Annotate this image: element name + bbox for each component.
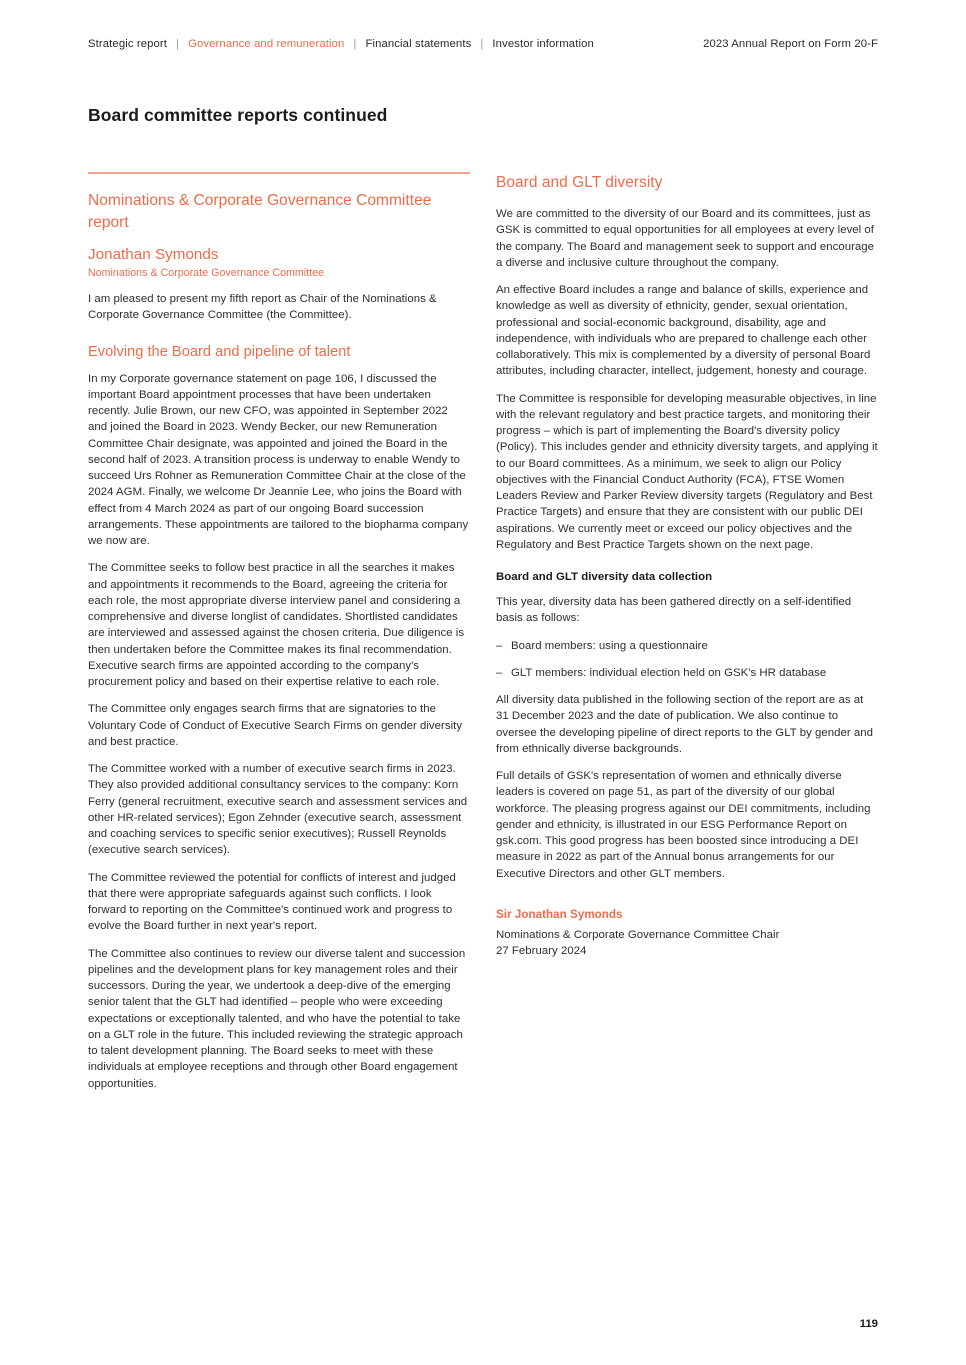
list-item: – GLT members: individual election held on GSK's HR database <box>496 665 878 681</box>
data-collection-heading: Board and GLT diversity data collection <box>496 571 713 583</box>
right-paragraph: Full details of GSK's representation of women and ethnically diverse leaders is covered on page 51, as part of the diversity of our global workforce. The pleasing progress against our DEI commitments, including gender and ethnicity, is illustrated in our ESG Performance Report on gsk.com. This good progress has been boosted since introducing a DEI measure in 2022 as part of the Annual bonus arrangements for our Executive Directors and other GLT members. <box>496 770 871 880</box>
left-paragraph: The Committee reviewed the potential for conflicts of interest and judged that there were appropriate safeguards against such conflicts. I look forward to reporting on the Committee's continued work and progress to evolve the Board further in next year's report. <box>88 871 456 933</box>
left-subheading-evolving-board: Evolving the Board and pipeline of talent <box>88 343 351 360</box>
right-column <box>496 172 878 1092</box>
nav-item-strategic-report[interactable]: Strategic report <box>88 38 168 50</box>
signoff-date: 27 February 2024 <box>496 944 587 957</box>
left-paragraph: The Committee also continues to review our diverse talent and succession pipelines and the development plans for key management roles and their successors. During the year, we undertook a deep-dive of the emerging senior talent that the GLT had identified – people who were exceeding expectations or exceptionally talented, and who have the potential to take on a GLT role in the future. This included reviewing the strategic approach to talent development planning. The Board seeks to meet with these individuals at employee receptions and through other Board engagement opportunities. <box>88 947 466 1090</box>
data-collection-list <box>496 638 878 682</box>
signoff-role: Nominations & Corporate Governance Committee Chair <box>496 928 780 941</box>
content-columns <box>88 172 878 1092</box>
section-nav <box>88 38 703 50</box>
left-intro-paragraph: I am pleased to present my fifth report as Chair of the Nominations & Corporate Governance Committee (the Committee). <box>88 293 437 322</box>
page-number: 119 <box>859 1318 878 1330</box>
nav-separator: | <box>480 38 484 50</box>
page-title: Board committee reports continued <box>88 105 388 125</box>
left-paragraph: The Committee only engages search firms that are signatories to the Voluntary Code of Conduct of Executive Search Firms on gender diversity and best practice. <box>88 703 463 748</box>
nav-item-governance-and-remuneration[interactable]: Governance and remuneration <box>188 38 345 50</box>
right-paragraph: An effective Board includes a range and balance of skills, experience and knowledge as well as diversity of ethnicity, gender, sexual orientation, professional and social-economic background, disability, age and independence, with individuals who are prepared to challenge each other collaboratively. This mix is complemented by a diversity of personal Board attributes, including character, intellect, judgement, honesty and courage. <box>496 284 871 378</box>
signature-block <box>496 908 878 959</box>
right-paragraph: We are committed to the diversity of our Board and its committees, just as GSK is committed to equal opportunities for all employees at every level of the company. The Board and management seek to support and encourage a diverse and inclusive culture throughout the company. <box>496 208 875 269</box>
running-header <box>88 38 878 50</box>
left-column <box>88 172 470 1092</box>
left-paragraph: The Committee seeks to follow best practice in all the searches it makes and appointments it recommends to the Board, agreeing the criteria for each role, the most appropriate diverse interview panel and considering a comprehensive and diverse longlist of candidates. Shortlisted candidates are interviewed and assessed against the chosen criteria. Due diligence is then undertaken before the Committee makes its final recommendation. Executive search firms are appointed according to the company's procurement policy and based on their expertise relative to each role. <box>88 562 465 688</box>
data-collection-intro: This year, diversity data has been gathered directly on a self-identified basis as follows: <box>496 596 852 625</box>
nav-item-investor-information[interactable]: Investor information <box>492 38 594 50</box>
document-reference: 2023 Annual Report on Form 20-F <box>703 38 878 50</box>
committee-chair-name: Jonathan Symonds <box>88 246 219 263</box>
right-paragraph: The Committee is responsible for developing measurable objectives, in line with the relevant regulatory and best practice targets, and monitoring their progress – which is part of implementing the Board's diversity policy (Policy). This includes gender and ethnicity diversity targets, and applying it to our Board committees. As a minimum, we seek to align our Policy objectives with the Financial Conduct Authority (FCA), FTSE Women Leaders Review and Parker Review diversity targets (Regulatory and Best Practice Targets) and ensure that they are consistent with our public DEI aspirations. We currently meet or exceed our policy objectives and the Regulatory and Best Practice Targets shown on the next page. <box>496 392 878 551</box>
nav-separator: | <box>353 38 357 50</box>
list-item: – Board members: using a questionnaire <box>496 638 878 654</box>
committee-chair-committee: Nominations & Corporate Governance Committee <box>88 267 325 279</box>
left-paragraph: In my Corporate governance statement on page 106, I discussed the important Board appointment processes that have been undertaken recently. Julie Brown, our new CFO, was appointed in September 2022 and joined the Board in 2023. Wendy Becker, our new Remuneration Committee Chair designate, was appointed and joined the Board in the second half of 2023. A transition process is underway to enable Wendy to succeed Urs Rohner as Remuneration Committee Chair at the close of the 2024 AGM. Finally, we welcome Dr Jeannie Lee, who joins the Board with effect from 4 March 2024 as part of our ongoing Board succession arrangements. These appointments are tailored to the biopharma company we now are. <box>88 372 469 547</box>
signoff-name: Sir Jonathan Symonds <box>496 907 623 921</box>
nav-separator: | <box>176 38 180 50</box>
left-section-title: Nominations & Corporate Governance Committee report <box>88 192 432 231</box>
right-section-title: Board and GLT diversity <box>496 174 663 191</box>
right-paragraph: All diversity data published in the following section of the report are as at 31 December 2023 and the date of publication. We also continue to oversee the developing pipeline of direct reports to the GLT by gender and from ethnically diverse backgrounds. <box>496 694 873 755</box>
column-top-rule <box>88 172 470 174</box>
left-paragraph: The Committee worked with a number of executive search firms in 2023. They also provided additional consultancy services to the company: Korn Ferry (general recruitment, executive search and assessment services and other HR-related services); Egon Zehnder (executive search, assessment and coaching services to specific senior executives); Russell Reynolds (executive search services). <box>88 763 468 857</box>
nav-item-financial-statements[interactable]: Financial statements <box>365 38 472 50</box>
